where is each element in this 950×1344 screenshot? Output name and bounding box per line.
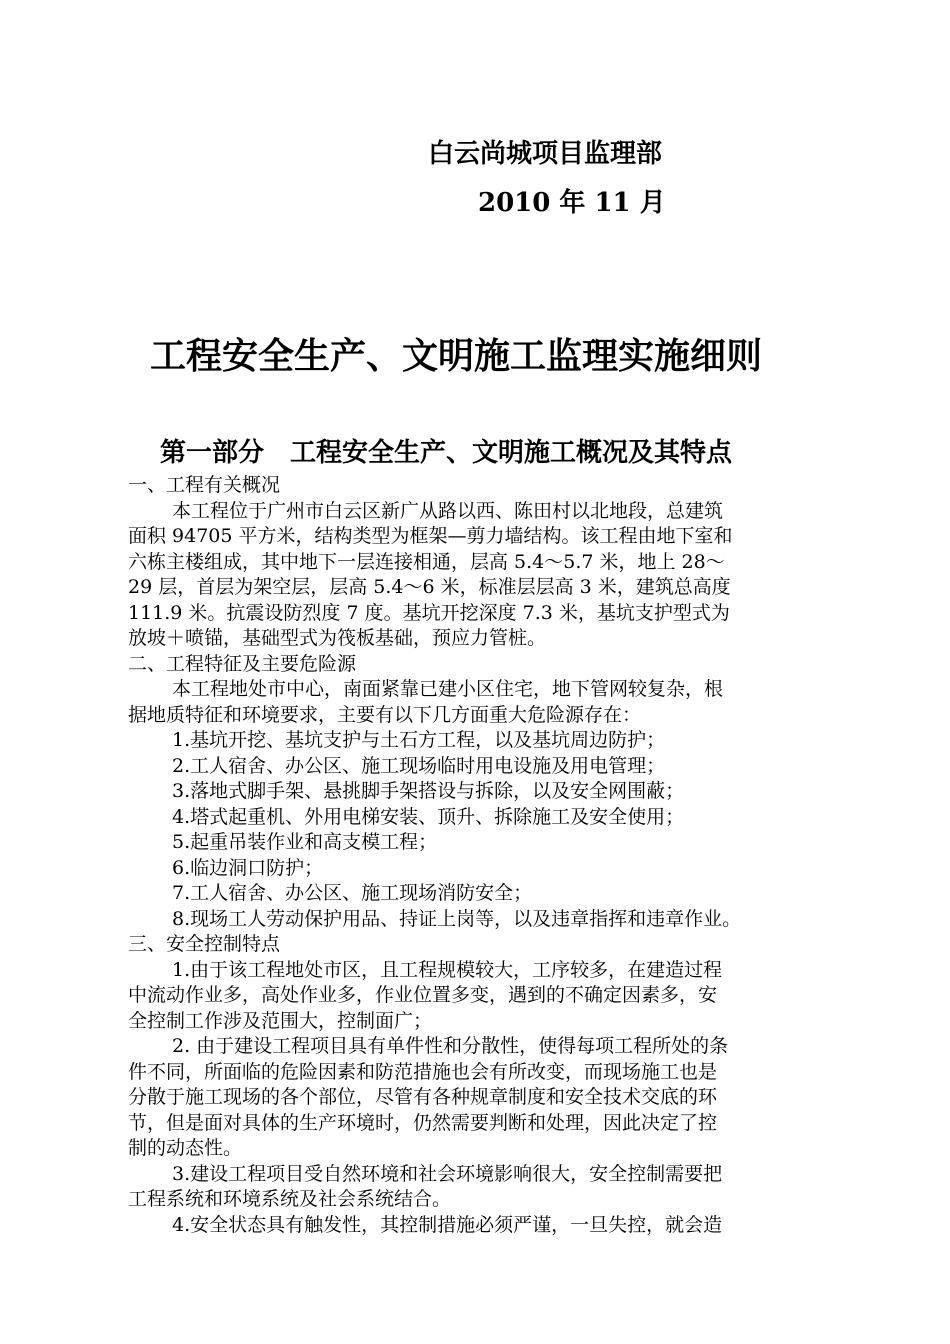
paragraph-line: 本工程地处市中心，南面紧靠已建小区住宅，地下管网较复杂，根	[172, 678, 724, 700]
paragraph-line: 件不同，所面临的危险因素和防范措施也会有所改变，而现场施工也是	[128, 1060, 718, 1083]
paragraph-line: 六栋主楼组成，其中地下一层连接相通，层高 5.4～5.7 米，地上 28～	[128, 550, 725, 573]
list-item: 8.现场工人劳动保护用品、持证上岗等，以及违章指挥和违章作业。	[172, 907, 742, 930]
list-item: 2.工人宿舍、办公区、施工现场临时用电设施及用电管理；	[172, 754, 666, 777]
paragraph-line: 4.安全状态具有触发性，其控制措施必须严谨，一旦失控，就会造	[172, 1213, 723, 1236]
list-item: 7.工人宿舍、办公区、施工现场消防安全；	[172, 882, 533, 904]
paragraph-line: 1.由于该工程地处市区，且工程规模较大，工序较多，在建造过程	[172, 958, 723, 981]
part-title: 第一部分 工程安全生产、文明施工概况及其特点	[160, 438, 733, 468]
document-date: 2010 年 11 月	[478, 188, 666, 218]
body-text	[128, 473, 838, 1238]
paragraph-line: 本工程位于广州市白云区新广从路以西、陈田村以北地段，总建筑	[172, 499, 724, 522]
list-item: 1.基坑开挖、基坑支护与土石方工程，以及基坑周边防护；	[172, 729, 666, 751]
paragraph-line: 分散于施工现场的各个部位，尽管有各种规章制度和安全技术交底的环	[128, 1086, 718, 1108]
paragraph-line: 中流动作业多，高处作业多，作业位置多变，遇到的不确定因素多，安	[128, 984, 718, 1006]
list-item: 3.落地式脚手架、悬挑脚手架搭设与拆除，以及安全网围蔽；	[172, 780, 685, 802]
paragraph-line: 29 层，首层为架空层，层高 5.4～6 米，标准层层高 3 米，建筑总高度	[128, 576, 731, 598]
paragraph-line: 全控制工作涉及范围大，控制面广；	[128, 1009, 433, 1032]
section-heading-1: 一、工程有关概况	[128, 474, 281, 496]
document-title: 工程安全生产、文明施工监理实施细则	[150, 335, 763, 377]
section-heading-2: 二、工程特征及主要危险源	[128, 652, 357, 675]
paragraph-line: 制的动态性。	[128, 1137, 243, 1159]
paragraph-line: 放坡＋喷锚，基础型式为筏板基础，预应力管桩。	[128, 627, 547, 649]
list-item: 6.临边洞口防护；	[172, 856, 324, 879]
paragraph-line: 3.建设工程项目受自然环境和社会环境影响很大，安全控制需要把	[172, 1162, 723, 1185]
paragraph-line: 面积 94705 平方米，结构类型为框架—剪力墙结构。该工程由地下室和	[128, 525, 733, 547]
paragraph-line: 工程系统和环境系统及社会系统结合。	[128, 1188, 452, 1210]
section-heading-3: 三、安全控制特点	[128, 933, 281, 955]
paragraph-line: 2. 由于建设工程项目具有单件性和分散性，使得每项工程所处的条	[172, 1035, 729, 1057]
list-item: 5.起重吊装作业和高支模工程；	[172, 831, 438, 853]
paragraph-line: 节，但是面对具体的生产环境时，仍然需要判断和处理，因此决定了控	[128, 1111, 718, 1134]
organization-name: 白云尚城项目监理部	[428, 139, 663, 169]
paragraph-line: 111.9 米。抗震设防烈度 7 度。基坑开挖深度 7.3 米，基坑支护型式为	[128, 601, 730, 624]
paragraph-line: 据地质特征和环境要求，主要有以下几方面重大危险源存在：	[128, 703, 642, 726]
list-item: 4.塔式起重机、外用电梯安装、顶升、拆除施工及安全使用；	[172, 805, 685, 828]
